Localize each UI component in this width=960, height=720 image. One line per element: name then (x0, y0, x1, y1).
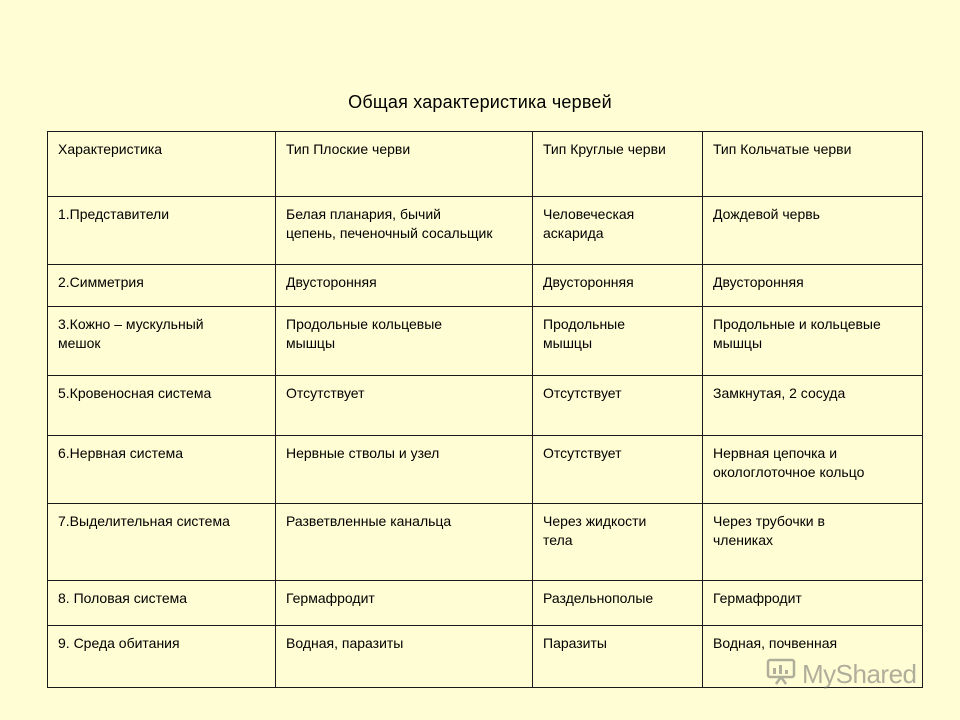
table-cell: Замкнутая, 2 сосуда (703, 376, 923, 436)
table-cell: Отсутствует (533, 376, 703, 436)
page-title: Общая характеристика червей (348, 92, 612, 112)
table-cell: Продольные кольцевые мышцы (276, 307, 533, 376)
table-cell: 7.Выделительная система (48, 504, 276, 581)
table-cell: Отсутствует (276, 376, 533, 436)
table-cell: 2.Симметрия (48, 265, 276, 307)
table-cell: 3.Кожно – мускульный мешок (48, 307, 276, 376)
myshared-watermark (766, 656, 917, 691)
table-cell: 5.Кровеносная система (48, 376, 276, 436)
header-cell: Характеристика (48, 132, 276, 197)
table-row (48, 436, 923, 504)
presentation-board-icon (766, 656, 796, 691)
table-cell: Двусторонняя (703, 265, 923, 307)
table-cell: Раздельнополые (533, 581, 703, 626)
table-cell: Через трубочки в члениках (703, 504, 923, 581)
table-cell: Продольные и кольцевые мышцы (703, 307, 923, 376)
table-cell: Через жидкости тела (533, 504, 703, 581)
table-cell: Белая планария, бычий цепень, печеночный сосальщик (276, 197, 533, 265)
table-cell: Гермафродит (276, 581, 533, 626)
table-cell: 1.Представители (48, 197, 276, 265)
header-cell: Тип Кольчатые черви (703, 132, 923, 197)
table-row (48, 307, 923, 376)
table-row (48, 376, 923, 436)
table-cell: Нервная цепочка и окологлоточное кольцо (703, 436, 923, 504)
table-cell: Гермафродит (703, 581, 923, 626)
table-cell: Человеческая аскарида (533, 197, 703, 265)
table-cell: Отсутствует (533, 436, 703, 504)
table-header-row (48, 132, 923, 197)
worm-characteristics-table (47, 131, 923, 688)
table-cell: Продольные мышцы (533, 307, 703, 376)
table-cell: Дождевой червь (703, 197, 923, 265)
table-cell: 8. Половая система (48, 581, 276, 626)
table-cell: Двусторонняя (533, 265, 703, 307)
table-row (48, 265, 923, 307)
table-cell: Нервные стволы и узел (276, 436, 533, 504)
table-cell: Водная, паразиты (276, 626, 533, 688)
table-row (48, 581, 923, 626)
table-cell: 6.Нервная система (48, 436, 276, 504)
table-cell: Водная, почвенная (703, 626, 923, 688)
table-row (48, 504, 923, 581)
table-cell: Паразиты (533, 626, 703, 688)
table-cell: Разветвленные канальца (276, 504, 533, 581)
header-cell: Тип Круглые черви (533, 132, 703, 197)
table-row (48, 197, 923, 265)
header-cell: Тип Плоские черви (276, 132, 533, 197)
watermark-text: MyShared (802, 658, 917, 689)
table-cell: 9. Среда обитания (48, 626, 276, 688)
table-cell: Двусторонняя (276, 265, 533, 307)
